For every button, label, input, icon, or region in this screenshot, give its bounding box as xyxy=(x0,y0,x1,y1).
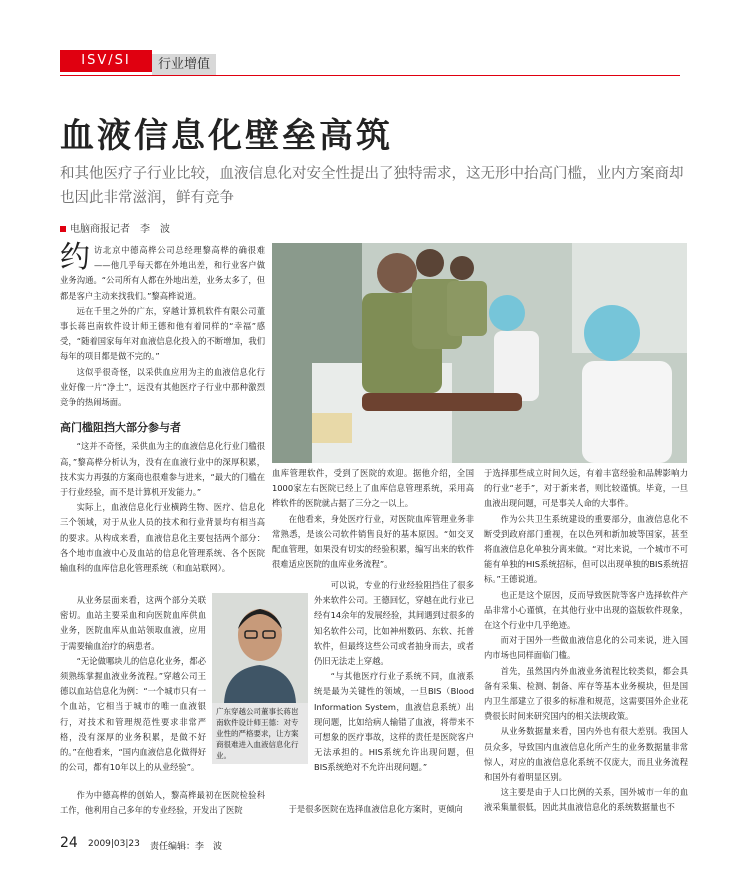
photo-illustration xyxy=(272,243,687,463)
section-tag: ISV/SI xyxy=(60,50,152,72)
portrait-illustration xyxy=(212,593,308,703)
paragraph: 这似乎很奇怪，以采供血应用为主的血液信息化行业好像一片“净土”，远没有其他医疗子行业中那种激烈竞争的热闹场面。 xyxy=(60,366,265,408)
column-2 xyxy=(272,466,474,572)
dropcap: 约 xyxy=(60,240,90,275)
paragraph: “无论做哪块儿的信息化业务，都必须熟练掌握血液业务流程。”穿越公司王德以血站信息化为例：“一个城市只有一个血站，它相当于城市的唯一血液银行，对技术和管理规范性要求非常严格，没有深厚的业务积累，是做不好的。”在他看来，“国内血液信息化做得好的公司，都有10年以上的从业经验”。 xyxy=(60,655,206,773)
section-label: 行业增值 xyxy=(152,54,216,76)
paragraph: 实际上，血液信息化行业横跨生物、医疗、信息化三个领域，对于从业人员的技术和行业背景均有相当高的要求。从构成来看，血液信息化主要包括两个部分：各个地市血液中心及血站的信息化管理系统、各个医院输血科的血库信息化管理系统（和血站联网）。 xyxy=(60,502,265,574)
paragraph: 远在千里之外的广东，穿越计算机软件有限公司董事长蒋岜南软件设计师王德和他有着同样的“幸福”感受，“随着国家每年对血液信息化投入的不断增加，我们每年的项目都是做不完的。” xyxy=(60,305,265,362)
paragraph: 从业务数据量来看，国内外也有很大差别。我国人员众多，导致国内血液信息化所产生的业务数据量非常惊人，对应的血液信息化系统不仅庞大，而且业务流程和国外有着明显区别。 xyxy=(484,726,688,783)
blood-donation-photo xyxy=(272,243,687,463)
portrait-caption: 广东穿越公司董事长蒋岜南软件设计师王德：对专业性的严格要求，让方案商很难进入血液信息化行业。 xyxy=(212,703,308,764)
editor-credit: 责任编辑：李 波 xyxy=(150,842,223,852)
article-deck: 和其他医疗子行业比较，血液信息化对安全性提出了独特需求，这无形中抬高门槛，业内方案商却也因此非常滋润，鲜有竞争 xyxy=(60,166,684,206)
paragraph: 血库管理软件，受到了医院的欢迎。据他介绍，全国1000家左右医院已经上了血库信息管理系统，采用高桦软件的医院就占据了三分之一以上。 xyxy=(272,468,474,509)
paragraph: 于选择那些成立时间久远，有着丰富经验和品牌影响力的行业“老手”，对于新来者，则比较谨慎。毕竟，一旦血液出现问题，可是事关人命的大事件。 xyxy=(484,468,688,509)
paragraph: 约访北京中德高桦公司总经理黎高桦的确很难——他几乎每天都在外地出差，和行业客户做业务沟通。“公司所有人都在外地出差，业务太多了，但都是客户主动来找我们。”黎高桦说道。 xyxy=(60,240,265,301)
column-3 xyxy=(484,466,688,816)
portrait-photo xyxy=(212,593,308,703)
byline-text: 电脑商报记者 李 波 xyxy=(70,224,170,235)
byline xyxy=(60,220,170,235)
paragraph: 作为中德高桦的创始人，黎高桦最初在医院检验科工作，他利用自己多年的专业经验，开发出了医院 xyxy=(60,790,265,816)
paragraph: 而对于国外一些做血液信息化的公司来说，进入国内市场也同样面临门槛。 xyxy=(484,635,688,661)
column-1-wrap xyxy=(60,593,206,775)
header-rule xyxy=(60,75,680,76)
column-2-bottom xyxy=(272,802,474,817)
paragraph: “与其他医疗行业子系统不同，血液系统是最为关键性的领域，一旦BIS（Blood Information System，血液信息系统）出现问题，比如给病人输错了血液，将带来不可想象的医疗事故，这样的责任是医院客户无法承担的。HIS系统允许出现问题，但BIS系统绝对不允许出现问题。” xyxy=(314,671,474,773)
article-title: 血液信息化壁垒高筑 xyxy=(60,116,393,156)
column-1-bottom xyxy=(60,788,265,818)
paragraph: 这主要是由于人口比例的关系，国外城市一年的血液采集量很低，因此其血液信息化的系统数据量也不 xyxy=(484,787,688,813)
issue-date: 2009|03|23 xyxy=(88,839,140,849)
paragraph: 也正是这个原因，反而导致医院等客户选择软件产品非常小心谨慎，在其他行业中出现的盗版软件现象，在这个行业中几乎绝迹。 xyxy=(484,589,688,631)
paragraph: 于是很多医院在选择血液信息化方案时，更倾向 xyxy=(288,804,463,814)
page-number: 24 xyxy=(60,835,78,851)
column-2-wrap xyxy=(314,578,474,776)
paragraph: 从业务层面来看，这两个部分关联密切。血站主要采血和向医院血库供血业务，医院血库从血站领取血液，应用于需要输血治疗的病患者。 xyxy=(60,595,206,651)
subheading: 高门槛阻挡大部分参与者 xyxy=(60,421,181,435)
paragraph: 在他看来，身处医疗行业，对医院血库管理业务非常熟悉，是该公司软件销售良好的基本原因。“如交叉配血管理，如果没有切实的经验积累，编写出来的软件很难适应医院的血库业务流程”。 xyxy=(272,513,474,570)
paragraph: 首先，虽然国内外血液业务流程比较类似，都会具备有采集、检测、制备、库存等基本业务模块，但是国内卫生部建立了很多的标准和规范，这需要国外企业花费很长时间来研究国内的相关法规政策。 xyxy=(484,665,688,722)
byline-marker-icon xyxy=(60,226,66,232)
paragraph: 可以说，专业的行业经验阻挡住了很多外来软件公司。王德回忆，穿越在此行业已经有14余年的发展经验，其间遇到过很多的知名软件公司，比如神州数码、东软、托普软件，但最终这些公司或者抽身而去，或者仍旧无法走上穿越。 xyxy=(314,580,474,667)
paragraph: 作为公共卫生系统建设的重要部分，血液信息化不断受到政府部门重视，在以色列和新加坡等国家，甚至将血液信息化单独分离来做。“对比来说，一个城市不可能有单独的HIS系统招标，但可以出现单独的BIS系统招标。”王德说道。 xyxy=(484,513,688,585)
column-1 xyxy=(60,240,265,576)
paragraph: “这并不奇怪，采供血为主的血液信息化行业门槛很高，”黎高桦分析认为，没有在血液行业中的深厚积累，技术实力再强的方案商也很难参与进来，“最大的门槛在于行业经验，而不是计算机开发能力。” xyxy=(60,441,265,498)
